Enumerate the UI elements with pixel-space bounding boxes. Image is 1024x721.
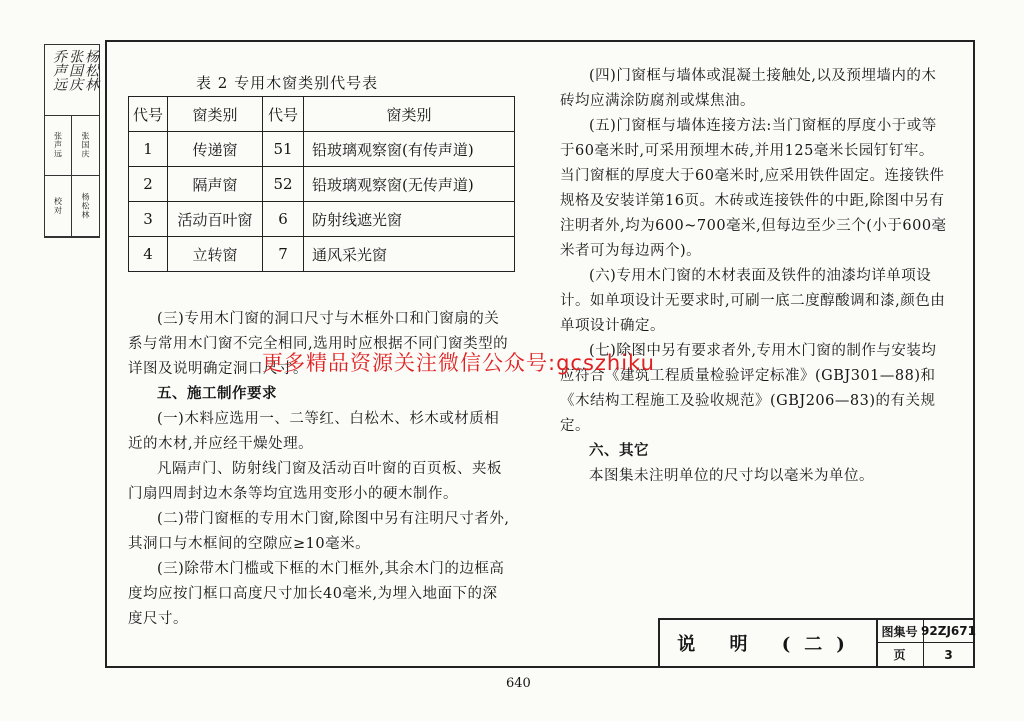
signature-1: 乔声远	[51, 49, 67, 91]
header-code: 代号	[263, 97, 304, 132]
signature-sidebar	[44, 44, 100, 238]
paragraph: (六)专用木门窗的木材表面及铁件的油漆均详单项设计。如单项设计无要求时,可刷一底二度醇酸调和漆,颜色由单项设计确定。	[560, 268, 946, 334]
signature-3: 杨松林	[83, 49, 99, 91]
header-type: 窗类别	[168, 97, 263, 132]
cell: 铅玻璃观察窗(无传声道)	[304, 167, 515, 202]
role-label: 张国庆	[81, 131, 90, 159]
cell: 2	[129, 167, 168, 202]
table-row	[129, 132, 515, 167]
page-value: 3	[944, 647, 953, 662]
cell: 1	[129, 132, 168, 167]
handwritten-signatures	[45, 45, 99, 116]
cell: 4	[129, 237, 168, 272]
cell: 防射线遮光窗	[304, 202, 515, 237]
drawing-title: 说 明 (二)	[660, 620, 878, 666]
table-row	[129, 202, 515, 237]
atlas-number-label: 图集号	[876, 620, 924, 643]
cell: 传递窗	[168, 132, 263, 167]
paragraph: (四)门窗框与墙体或混凝土接触处,以及预埋墙内的木砖均应满涂防腐剂或煤焦油。	[560, 68, 937, 109]
table-header-row	[129, 97, 515, 132]
cell: 活动百叶窗	[168, 202, 263, 237]
cell: 7	[263, 237, 304, 272]
signature-2: 张国庆	[67, 49, 83, 91]
paragraph: 凡隔声门、防射线门窗及活动百叶窗的百页板、夹板门扇四周封边木条等均宜选用变形小的硬木制作。	[128, 461, 502, 502]
cell: 52	[263, 167, 304, 202]
paragraph: (三)专用木门窗的洞口尺寸与木框外口和门窗扇的关系与常用木门窗不完全相同,选用时应根据不同门窗类型的详图及说明确定洞口尺寸。	[128, 311, 509, 377]
page-label: 页	[876, 643, 924, 666]
paragraph: (五)门窗框与墙体连接方法:当门窗框的厚度小于或等于60毫米时,可采用预埋木砖,并用125毫米长园钉钉牢。当门窗框的厚度大于60毫米时,应采用铁件固定。连接铁件规格及安装详第16页。木砖或连接铁件的中距,除图中另有注明者外,均为600~700毫米,但每边至少三个(小于600毫米者可为每边两个)。	[560, 118, 947, 259]
paragraph: (七)除图中另有要求者外,专用木门窗的制作与安装均应符合《建筑工程质量检验评定标准》(GBJ301—88)和《木结构工程施工及验收规范》(GBJ206—83)的有关规定。	[560, 343, 937, 434]
atlas-number-value: 92ZJ671	[924, 620, 973, 643]
section-heading: 六、其它	[589, 443, 649, 459]
cell: 3	[129, 202, 168, 237]
paragraph: (一)木料应选用一、二等红、白松木、杉木或材质相近的木材,并应经干燥处理。	[128, 411, 500, 452]
role-label: 校对	[53, 197, 63, 215]
paragraph: 本图集未注明单位的尺寸均以毫米为单位。	[589, 468, 874, 484]
header-code: 代号	[129, 97, 168, 132]
paragraph: (三)除带木门槛或下框的木门框外,其余木门的边框高度均应按门框口高度尺寸加长40毫米,为埋入地面下的深度尺寸。	[128, 561, 505, 627]
role-label: 张声远	[53, 131, 63, 159]
cell: 隔声窗	[168, 167, 263, 202]
right-text-column	[560, 64, 948, 489]
header-type: 窗类别	[304, 97, 515, 132]
window-code-table	[128, 96, 515, 272]
cell: 通风采光窗	[304, 237, 515, 272]
paragraph: (二)带门窗框的专用木门窗,除图中另有注明尺寸者外,其洞口与木框间的空隙应≥10毫米。	[128, 511, 510, 552]
watermark-text: 更多精品资源关注微信公众号:gcszhiku	[262, 351, 655, 375]
table-caption: 表 2 专用木窗类别代号表	[196, 74, 379, 92]
signature-grid	[45, 115, 99, 237]
page-number: 640	[506, 676, 531, 691]
cell: 立转窗	[168, 237, 263, 272]
section-heading: 五、施工制作要求	[157, 386, 277, 402]
table-row	[129, 237, 515, 272]
cell: 铅玻璃观察窗(有传声道)	[304, 132, 515, 167]
cell: 51	[263, 132, 304, 167]
table-row	[129, 167, 515, 202]
role-label: 杨松林	[81, 192, 90, 220]
title-block	[658, 618, 976, 666]
cell: 6	[263, 202, 304, 237]
